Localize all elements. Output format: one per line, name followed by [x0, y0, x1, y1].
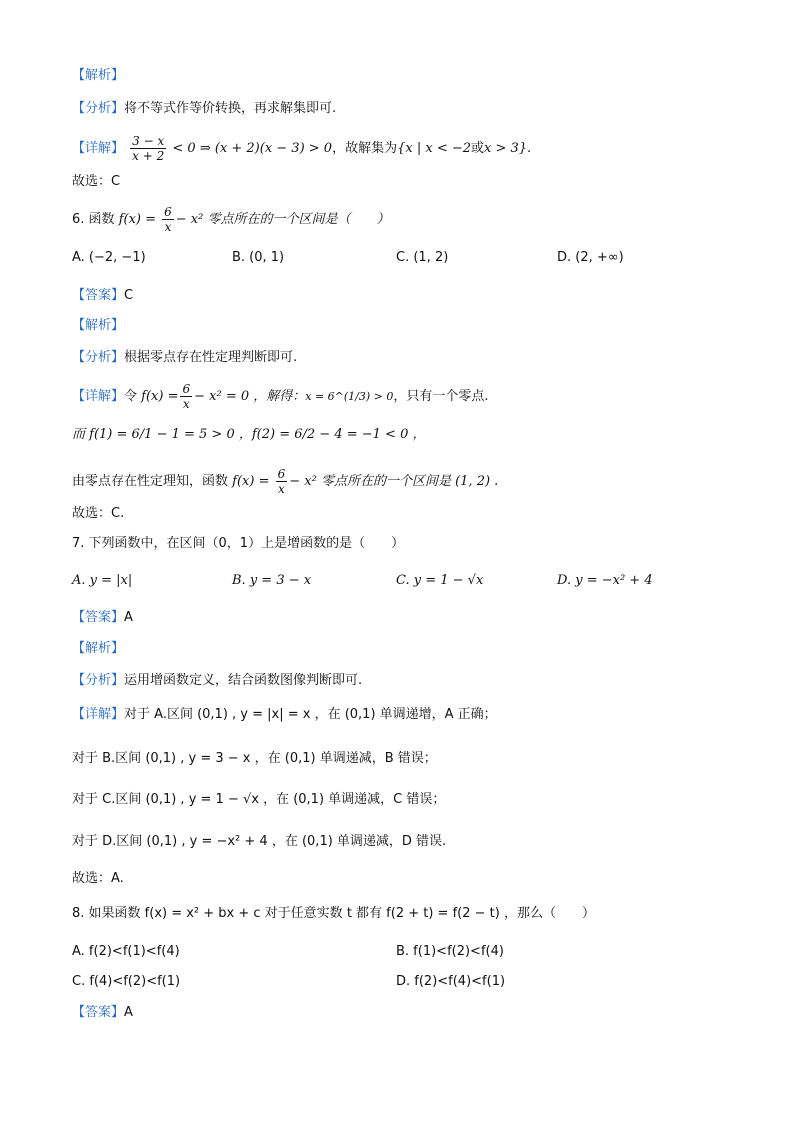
q7-option-b: B. y = 3 − x: [232, 573, 312, 588]
q7-option-c: C. y = 1 − √x: [396, 573, 484, 588]
q6-choice: 故选：C.: [72, 506, 125, 521]
q5-fraction: $\frac{3 - x}{x + 2}$: [132, 134, 165, 163]
q6-option-d: D. (2, +∞): [557, 250, 624, 265]
q5-detail: 【详解】 $\frac{3 - x}{x + 2}$ < 0 ⇒ (x + 2)(x − 3) > 0，故解集为{x | x < −2或x > 3}.: [72, 134, 532, 163]
q6-option-b: B. (0, 1): [232, 250, 285, 265]
q6-analysis-heading: 【解析】: [72, 318, 125, 333]
q5-choice: 故选：C: [72, 174, 121, 189]
q6-answer: 【答案】C: [72, 288, 134, 303]
analysis-heading: 【解析】: [72, 68, 125, 83]
q8-option-a: A. f(2)<f(1)<f(4): [72, 944, 180, 959]
q7-option-d: D. y = −x² + 4: [557, 573, 653, 588]
q7-answer: 【答案】A: [72, 610, 133, 625]
q7-detail-4: 对于 D.区间 (0,1) , y = −x² + 4 ，在 (0,1) 单调递减，D 错误.: [72, 834, 447, 849]
q6-fenxi: 【分析】根据零点存在性定理判断即可.: [72, 350, 298, 365]
q7-choice: 故选：A.: [72, 871, 124, 886]
q6-stem: 6. 函数 f(x) = $\frac{6}{x}$ − x² 零点所在的一个区间是（ ）: [72, 205, 390, 234]
q7-detail-2: 对于 B.区间 (0,1) , y = 3 − x ，在 (0,1) 单调递减，B 错误；: [72, 751, 437, 766]
q8-stem: 8. 如果函数 f(x) = x² + bx + c 对于任意实数 t 都有 f(2 + t) = f(2 − t) ，那么（ ）: [72, 906, 595, 921]
q8-answer: 【答案】A: [72, 1005, 133, 1020]
q5-fenxi: 【分析】将不等式作等价转换，再求解集即可.: [72, 101, 337, 116]
q6-detail-2: 而 f(1) = 6/1 − 1 = 5 > 0 ，f(2) = 6/2 − 4 = −1 < 0 ，: [72, 427, 426, 442]
q7-fenxi: 【分析】运用增函数定义，结合函数图像判断即可.: [72, 673, 363, 688]
q7-detail-3: 对于 C.区间 (0,1) , y = 1 − √x ，在 (0,1) 单调递减，C 错误；: [72, 792, 446, 807]
q6-option-c: C. (1, 2): [396, 250, 449, 265]
q7-option-a: A. y = |x|: [72, 573, 133, 588]
q8-option-c: C. f(4)<f(2)<f(1): [72, 974, 181, 989]
q7-analysis-heading: 【解析】: [72, 641, 125, 656]
q6-option-a: A. (−2, −1): [72, 250, 146, 265]
q7-detail-1: 【详解】对于 A.区间 (0,1) , y = |x| = x ，在 (0,1) 单调递增，A 正确；: [72, 707, 497, 722]
q8-option-b: B. f(1)<f(2)<f(4): [396, 944, 504, 959]
q6-detail-1: 【详解】令 f(x) = $\frac{6}{x}$ − x² = 0 ，解得：x = 6^(1/3) > 0，只有一个零点.: [72, 382, 489, 411]
q7-stem: 7. 下列函数中，在区间（0，1）上是增函数的是（ ）: [72, 536, 405, 551]
q6-detail-3: 由零点存在性定理知，函数 f(x) = $\frac{6}{x}$ − x² 零点所在的一个区间是 (1, 2) .: [72, 467, 499, 496]
q8-option-d: D. f(2)<f(4)<f(1): [396, 974, 506, 989]
